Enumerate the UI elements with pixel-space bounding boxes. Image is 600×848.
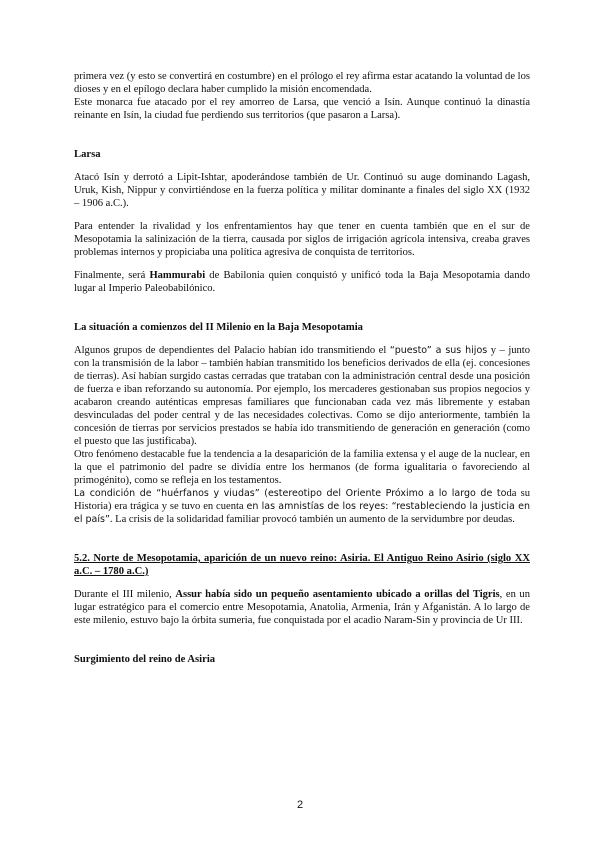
situacion-paragraph-2: Otro fenómeno destacable fue la tendencia a la desaparición de la familia extensa y el auge de la nuclear, en la que el patrimonio del padre se dividía entre los hermanos (de forma igualitaria o favoreciendo al primogénito), como se refleja en los testamentos. [74,449,530,486]
intro-paragraph-1: primera vez (y esto se convertirá en costumbre) en el prólogo el rey afirma estar acatando la voluntad de los dioses y en el epílogo declara haber cumplido la misión encomendada. [74,71,530,95]
asiria-paragraph-1 [74,588,530,627]
hammurabi-bold: Hammurabi [149,270,206,281]
larsa-heading: Larsa [74,149,101,160]
situacion-p3-text-d: . La crisis de la solidaridad familiar provocó también un aumento de la servidumbre por deudas. [109,514,515,525]
puesto-phrase: “puesto” a sus hijos [389,345,488,356]
larsa-paragraph-1: Atacó Isín y derrotó a Lipit-Ishtar, apoderándose también de Ur. Continuó su auge dominando Lagash, Uruk, Kish, Nippur y convirtiéndose en la fuerza política y militar dominante a finales del siglo XX (1932 – 1906 a.C.). [74,172,530,209]
situacion-p1-text-c: y – junto con la transmisión de la labor – también habían transmitido los beneficios derivados de ella (ej. concesiones de tierras). Así habían surgido castas cerradas que trataban con la administración central desde una posición de fuerza e iban reforzando su autonomía. Por ejemplo, los mercaderes gestionaban sus propios negocios y acabaron creando auténticas empresas familiares que funcionaban cada vez más libremente y estaban desvinculadas del poder central y de las necesidades colectivas. Como se dijo anteriormente, también la concesión de tierras por servicios prestados se había ido transmitiendo de generación en generación (como el puesto que las justificaba). [74,345,531,447]
situacion-p3-text-b: da su Historia) era trágica y se tuvo en cuenta [74,488,530,512]
amnistias-phrase: en las amnistías de los reyes: “restableciendo la justicia en el país” [74,501,530,525]
asiria-p1-text-a: Durante el III milenio, [74,589,176,600]
page-number: 2 [296,799,304,811]
larsa-p3-text-c: de Babilonia quien conquistó y unificó toda la Baja Mesopotamia dando lugar al Imperio Paleobabilónico. [74,270,531,294]
larsa-paragraph-3 [74,269,530,295]
situacion-paragraph-1 [74,344,530,448]
situacion-paragraph-3 [74,487,530,526]
huerfanos-phrase: La condición de “huérfanos y viudas” (estereotipo del Oriente Próximo a lo largo de to [74,488,507,499]
larsa-p3-text-a: Finalmente, será [74,270,150,281]
larsa-paragraph-2: Para entender la rivalidad y los enfrentamientos hay que tener en cuenta también que en el sur de Mesopotamia la salinización de la tierra, causada por siglos de irrigación agrícola intensiva, creaba graves problemas internos y propiciaba una política agresiva de conquista de territorios. [74,221,530,258]
document-body [74,70,530,666]
asiria-p1-text-c: , en un lugar estratégico para el comercio entre Mesopotamia, Anatolia, Armenia, Irán y Afganistán. A lo largo de este milenio, estuvo bajo la órbita sumeria, fue conquistada por el acadio Naram-Sin y provincia de Ur III. [74,589,530,626]
situacion-heading: La situación a comienzos del II Milenio en la Baja Mesopotamia [74,322,363,333]
intro-paragraph-2: Este monarca fue atacado por el rey amorreo de Larsa, que venció a Isín. Aunque continuó la dinastía reinante en Isín, la ciudad fue perdiendo sus territorios (que pasaron a Larsa). [74,97,530,121]
assur-bold: Assur había sido un pequeño asentamiento ubicado a orillas del Tigris [175,589,500,600]
asiria-section-heading: 5.2. Norte de Mesopotamia, aparición de un nuevo reino: Asiria. El Antiguo Reino Asirio (siglo XX a.C. – 1780 a.C.) [74,553,530,577]
surgimiento-heading: Surgimiento del reino de Asiria [74,654,216,665]
situacion-p1-text-a: Algunos grupos de dependientes del Palacio habían ido transmitiendo el [74,345,390,356]
